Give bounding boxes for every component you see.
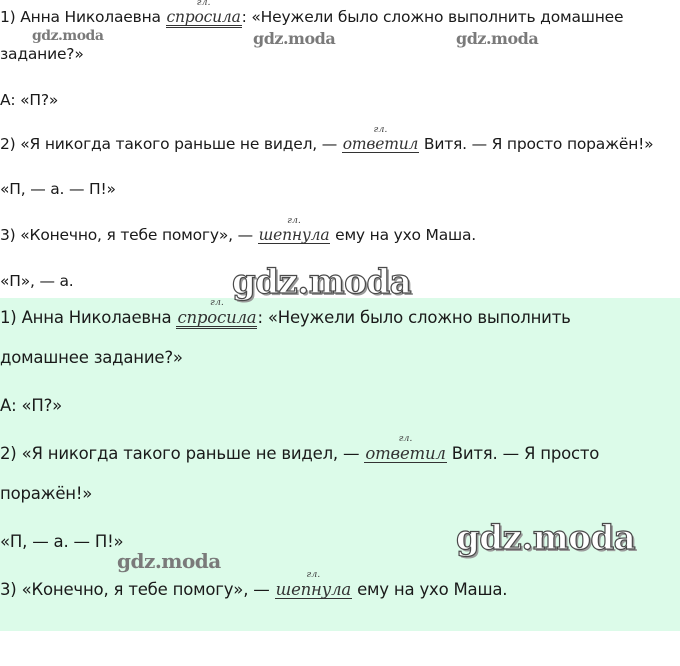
scheme-1: А: «П?» bbox=[0, 396, 63, 415]
sentence-1-continuation: домашнее задание?» bbox=[0, 348, 183, 367]
verb-tag: гл. bbox=[373, 124, 388, 135]
scheme-1: А: «П?» bbox=[0, 91, 59, 109]
watermark: gdz.moda bbox=[253, 29, 336, 48]
scheme-2: «П, — а. — П!» bbox=[0, 180, 116, 198]
answer-block bbox=[0, 298, 680, 631]
sentence-1-line: 1) Анна Николаевна гл. спросила: «Неужели было сложно выполнить домашнее bbox=[0, 8, 623, 28]
predicate-verb-3: гл. шепнула bbox=[275, 569, 352, 599]
watermark-large: gdz.moda bbox=[232, 262, 412, 302]
verb-tag: гл. bbox=[398, 433, 413, 444]
scheme-2: «П, — а. — П!» bbox=[0, 532, 124, 551]
verb-tag: гл. bbox=[210, 297, 224, 308]
predicate-verb-3: гл. шепнула bbox=[258, 215, 330, 244]
sentence-2-continuation: поражён!» bbox=[0, 484, 93, 503]
sentence-1-continuation: задание?» bbox=[0, 45, 84, 63]
watermark: gdz.moda bbox=[32, 28, 104, 44]
predicate-verb-1: гл. спросила bbox=[166, 9, 242, 28]
predicate-verb-2: гл. ответил bbox=[342, 124, 419, 153]
sentence-2-line: 2) «Я никогда такого раньше не видел, — гл. ответил Витя. — Я просто поражён!» bbox=[0, 124, 654, 153]
verb-tag: гл. bbox=[196, 0, 211, 8]
verb-tag: гл. bbox=[287, 215, 301, 226]
watermark-large: gdz.moda bbox=[456, 518, 636, 558]
scheme-3: «П», — а. bbox=[0, 272, 74, 290]
sentence-3-line: 3) «Конечно, я тебе помогу», — гл. шепнула ему на ухо Маша. bbox=[0, 569, 508, 599]
watermark: gdz.moda bbox=[456, 29, 539, 48]
sentence-3-line: 3) «Конечно, я тебе помогу», — гл. шепнула ему на ухо Маша. bbox=[0, 215, 477, 244]
predicate-verb-1: гл. спросила bbox=[176, 309, 257, 329]
sentence-2-line: 2) «Я никогда такого раньше не видел, — гл. ответил Витя. — Я просто bbox=[0, 433, 600, 463]
verb-tag: гл. bbox=[306, 569, 321, 580]
predicate-verb-2: гл. ответил bbox=[365, 433, 446, 463]
watermark: gdz.moda bbox=[117, 549, 221, 573]
sentence-1-line: 1) Анна Николаевна гл. спросила: «Неужели было сложно выполнить bbox=[0, 308, 571, 329]
